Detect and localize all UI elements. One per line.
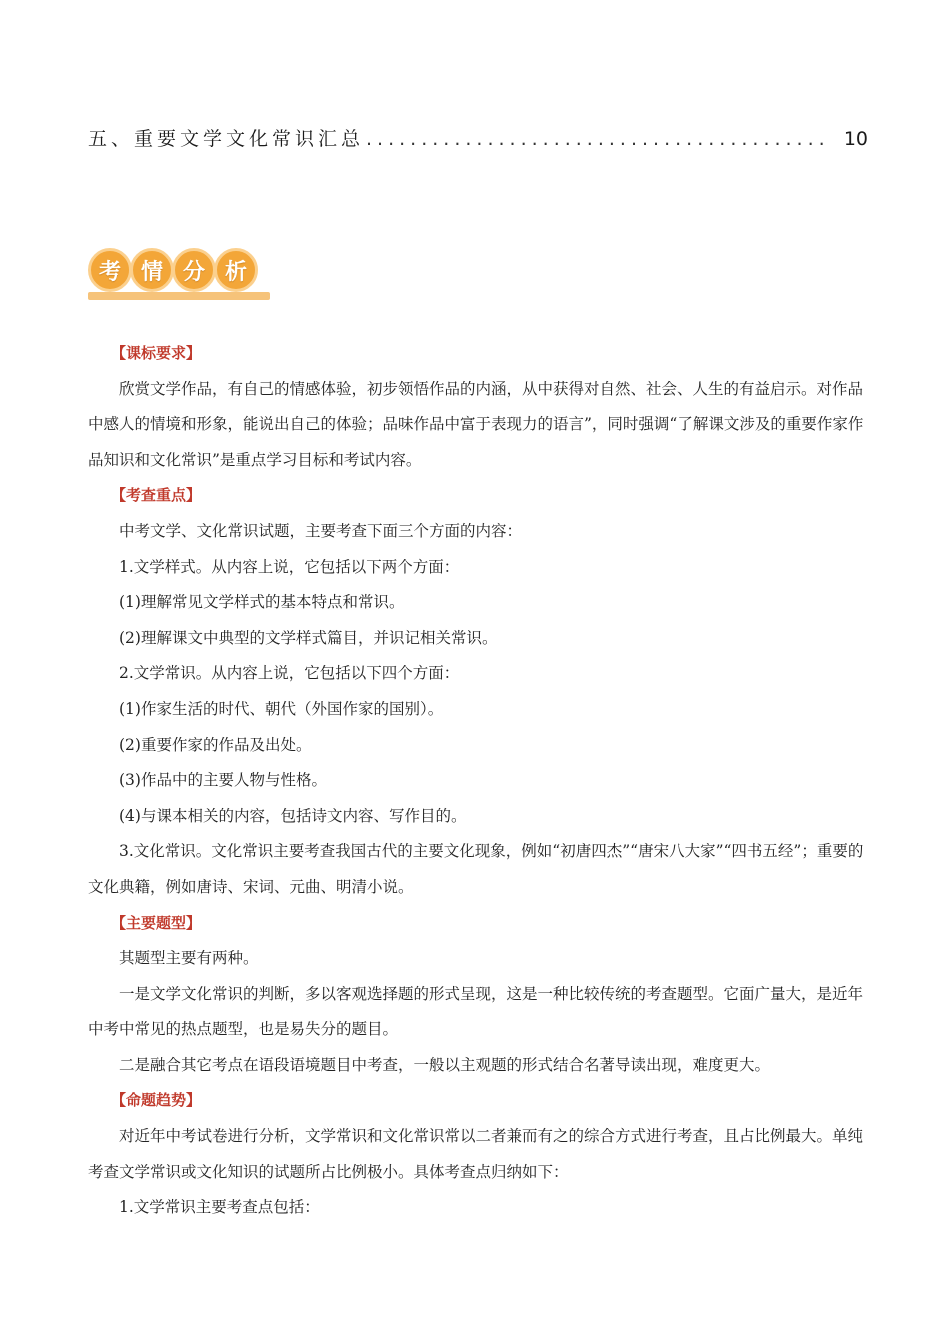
list-item: (4)与课本相关的内容，包括诗文内容、写作目的。	[119, 806, 467, 825]
list-item: 1.文学常识主要考查点包括：	[119, 1198, 320, 1217]
paragraph: 二是融合其它考点在语段语境题目中考查，一般以主观题的形式结合名著导读出现，难度更大。	[119, 1055, 771, 1074]
section-badge-kaoqing-fenxi	[88, 248, 278, 304]
paragraph: 对近年中考试卷进行分析，文学常识和文化常识常以二者兼而有之的综合方式进行考查，且占比例最大。单纯考查文学常识或文化知识的试题所占比例极小。具体考查点归纳如下：	[88, 1127, 864, 1181]
heading-question-trends: 【命题趋势】	[111, 1091, 202, 1110]
document-body	[88, 336, 868, 1226]
paragraph: 其题型主要有两种。	[119, 949, 259, 968]
heading-curriculum-requirements: 【课标要求】	[111, 344, 202, 362]
list-item: (1)理解常见文学样式的基本特点和常识。	[119, 593, 405, 612]
toc-page-number: 10	[843, 128, 868, 150]
paragraph: 欣赏文学作品，有自己的情感体验，初步领悟作品的内涵，从中获得对自然、社会、人生的有益启示。对作品中感人的情境和形象，能说出自己的体验；品味作品中富于表现力的语言”，同时强调“了解课文涉及的重要作家作品知识和文化常识”是重点学习目标和考试内容。	[88, 379, 864, 469]
list-item: (1)作家生活的时代、朝代（外国作家的国别）。	[119, 699, 444, 718]
badge-char: 分	[172, 248, 216, 292]
badge-underline	[88, 292, 270, 300]
heading-exam-focus: 【考查重点】	[111, 486, 202, 505]
list-item: 1.文学样式。从内容上说，它包括以下两个方面：	[119, 557, 460, 576]
toc-entry[interactable]	[88, 124, 868, 158]
list-item: (2)理解课文中典型的文学样式篇目，并识记相关常识。	[119, 628, 498, 647]
paragraph: 一是文学文化常识的判断，多以客观选择题的形式呈现，这是一种比较传统的考查题型。它面广量大，是近年中考中常见的热点题型，也是易失分的题目。	[88, 984, 864, 1039]
paragraph: 中考文学、文化常识试题，主要考查下面三个方面的内容：	[119, 521, 523, 540]
list-item: 2.文学常识。从内容上说，它包括以下四个方面：	[119, 664, 460, 683]
list-item: (3)作品中的主要人物与性格。	[119, 771, 327, 790]
toc-entry-title: 五、重要文学文化常识汇总	[88, 128, 365, 150]
badge-char: 析	[214, 248, 258, 292]
list-item: 3.文化常识。文化常识主要考查我国古代的主要文化现象，例如“初唐四杰”“唐宋八大家”“四书五经”；重要的文化典籍，例如唐诗、宋词、元曲、明清小说。	[88, 842, 864, 896]
badge-char: 考	[88, 248, 132, 292]
badge-char: 情	[130, 248, 174, 292]
list-item: (2)重要作家的作品及出处。	[119, 735, 312, 754]
toc-leader-dots: ..........................................	[366, 128, 830, 150]
heading-main-question-types: 【主要题型】	[111, 913, 202, 932]
